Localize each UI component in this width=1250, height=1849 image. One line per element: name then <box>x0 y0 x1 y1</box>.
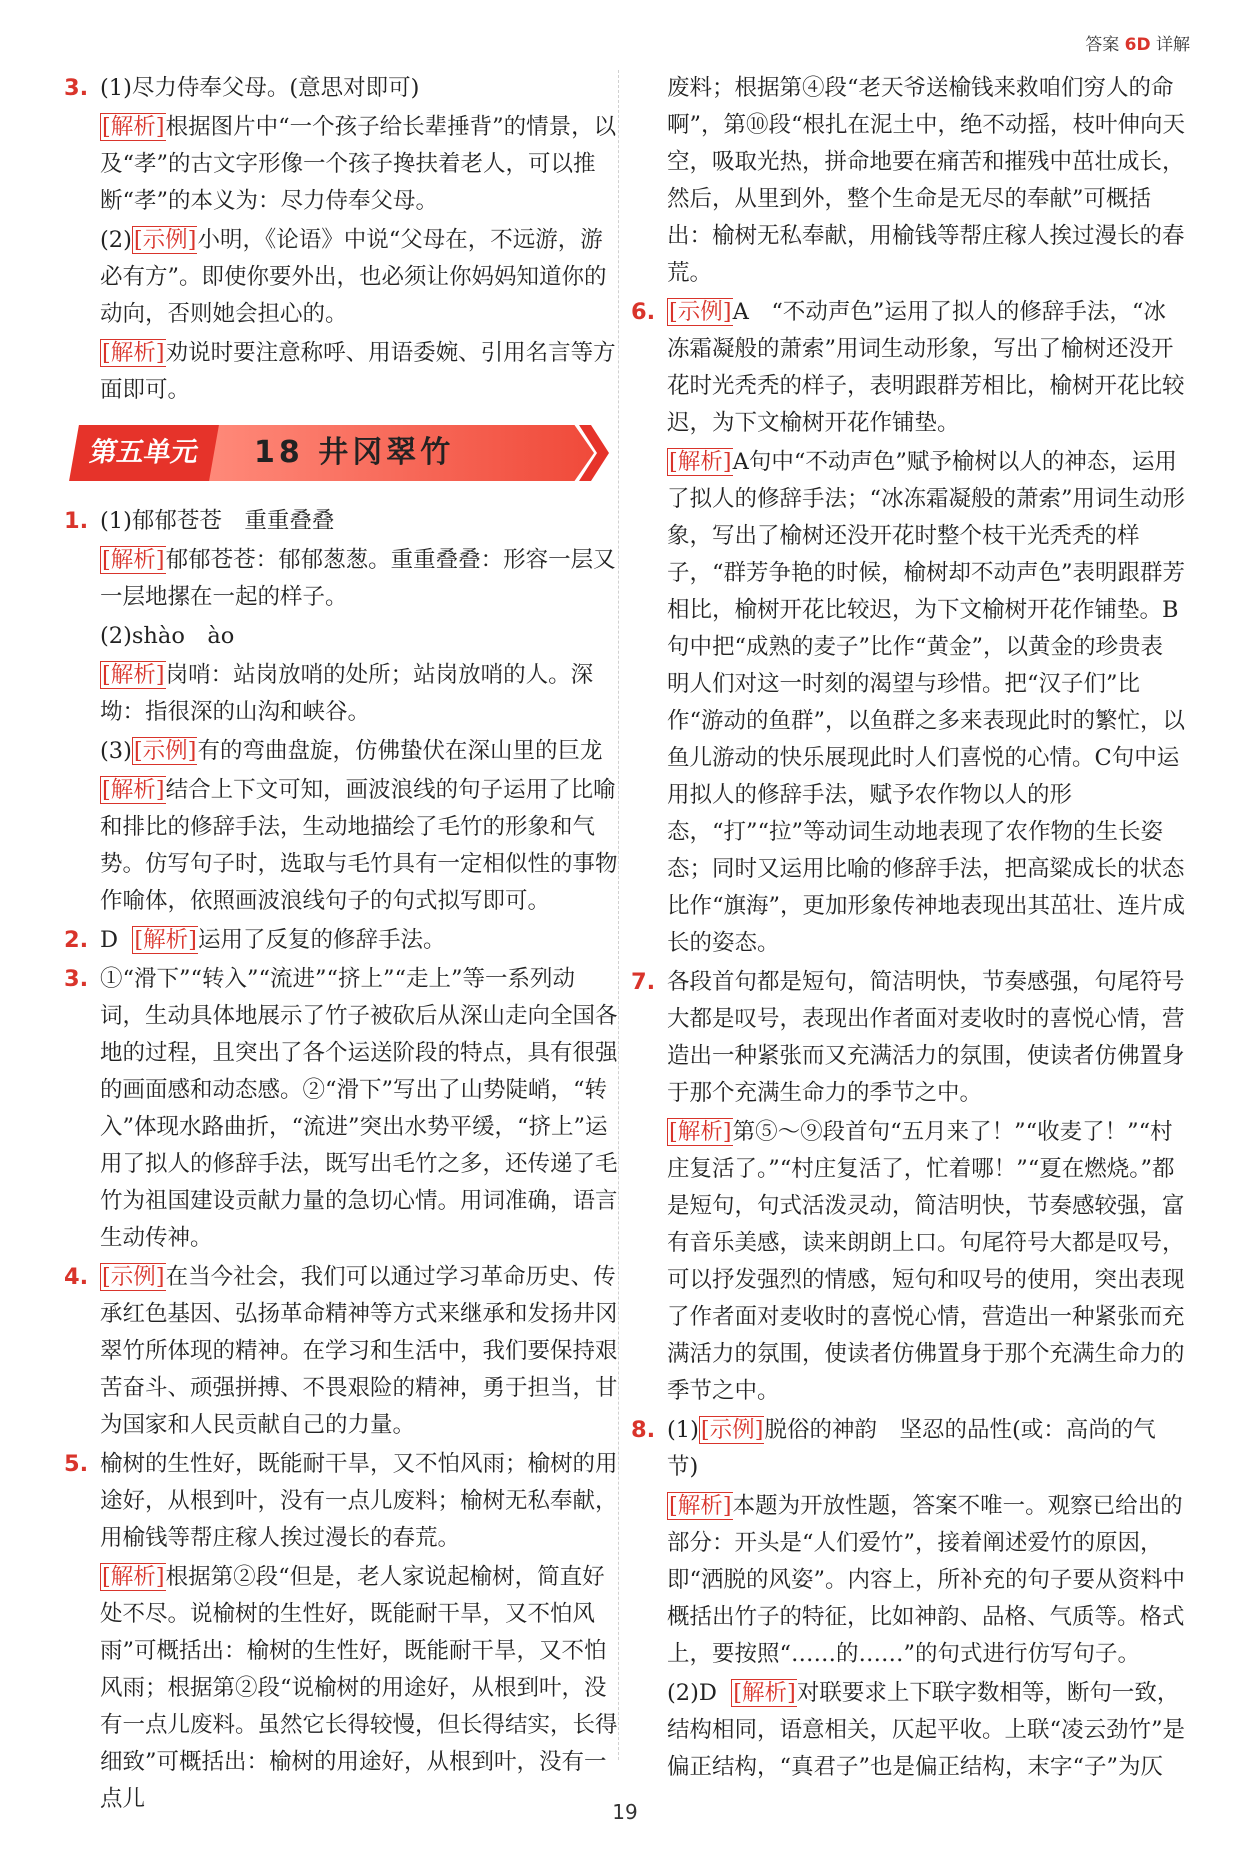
jiexi-tag: [ 解析 ] <box>731 1679 797 1707</box>
shili-tag: [ 示例 ] <box>699 1416 765 1444</box>
jiexi-tag: [ 解析 ] <box>100 546 166 574</box>
explanation-text: 根据图片中“一个孩子给长辈捶背”的情景，以及“孝”的古文字形像一个孩子搀扶着老人，可以推断“孝”的本义为：尽力侍奉父母。 <box>100 114 617 214</box>
answer-8 <box>631 1412 1185 1486</box>
explanation-text: 第⑤～⑨段首句“五月来了！”“收麦了！”“村庄复活了。”“村庄复活了，忙着哪！”“夏在燃烧。”都是短句，句式活泼灵动，简洁明快，节奏感较强，富有音乐美感，读来朗朗上口。句尾符号大都是叹号，可以抒发强烈的情感，短句和叹号的使用，突出表现了作者面对麦收时的喜悦心情，营造出一种紧张而充满活力的氛围，使读者仿佛置身于那个充满生命力的季节之中。 <box>667 1119 1185 1404</box>
question-number: 3. <box>64 75 89 101</box>
question-number: 5. <box>64 1451 89 1477</box>
jiexi-tag: [ 解析 ] <box>100 339 166 367</box>
answer-text <box>645 1675 1185 1786</box>
answer-5 <box>64 1446 618 1557</box>
answer-body: (2)D <box>667 1680 717 1706</box>
header-code: 6D <box>1124 35 1151 55</box>
right-column <box>631 70 1186 1788</box>
answer-text: 在当今社会，我们可以通过学习革命历史、传承红色基因、弘扬革命精神等方式来继承和发扬井冈翠竹所体现的精神。在学习和生活中，我们要保持艰苦奋斗、顽强拼搏、不畏艰险的精神，勇于担当，甘为国家和人民贡献自己的力量。 <box>100 1264 618 1438</box>
shili-tag: [ 示例 ] <box>100 1263 166 1291</box>
explanation <box>78 109 618 220</box>
answer-text: (1)尽力侍奉父母。(意思对即可) <box>100 75 420 101</box>
jiexi-tag: [ 解析 ] <box>100 1563 166 1591</box>
lesson-number: 18 <box>254 435 304 470</box>
answer-4 <box>64 1259 618 1444</box>
header-label: 答案 <box>1085 35 1120 55</box>
explanation-text: 结合上下文可知，画波浪线的句子运用了比喻和排比的修辞手法，生动地描绘了毛竹的形象和气势。仿写句子时，选取与毛竹具有一定相似性的事物作喻体，依照画波浪线句子的句式拟写即可。 <box>100 777 618 914</box>
answer-7 <box>631 964 1185 1112</box>
page-header <box>1085 30 1190 55</box>
jiexi-tag: [ 解析 ] <box>667 1118 733 1146</box>
answer-body: 有的弯曲盘旋，仿佛蛰伏在深山里的巨龙 <box>197 738 603 764</box>
question-number: 2. <box>64 927 89 953</box>
question-number: 8. <box>631 1417 656 1443</box>
jiexi-tag: [ 解析 ] <box>100 661 166 689</box>
jiexi-tag: [ 解析 ] <box>100 113 166 141</box>
answer-text: 榆树的生性好，既能耐干旱，又不怕风雨；榆树的用途好，从根到叶，没有一点儿废料；榆树无私奉献，用榆钱等帮庄稼人挨过漫长的春荒。 <box>100 1451 618 1551</box>
answer-text <box>78 222 618 333</box>
explanation-text: 劝说时要注意称呼、用语委婉、引用名言等方面即可。 <box>100 340 616 403</box>
question-number: 3. <box>64 966 89 992</box>
explanation-text: 岗哨：站岗放哨的处所；站岗放哨的人。深坳：指很深的山沟和峡谷。 <box>100 662 594 725</box>
explanation <box>645 444 1185 962</box>
explanation <box>78 1559 618 1818</box>
lesson-name: 井冈翠竹 <box>318 435 455 470</box>
question-number: 1. <box>64 508 89 534</box>
jiexi-tag: [ 解析 ] <box>132 926 198 954</box>
question-number: 7. <box>631 969 656 995</box>
explanation-text: 本题为开放性题，答案不唯一。观察已给出的部分：开头是“人们爱竹”，接着阐述爱竹的原因，即“洒脱的风姿”。内容上，所补充的句子要从资料中概括出竹子的特征，比如神韵、品格、气质等。格式上，要按照“……的……”的句式进行仿写句子。 <box>667 1493 1186 1667</box>
explanation-text: A句中“不动声色”赋予榆树以人的神态，运用了拟人的修辞手法；“冰冻霜凝般的萧索”用词生动形象，写出了榆树还没开花时整个枝干光秃秃的样子，“群芳争艳的时候，榆树却不动声色”表明跟群芳相比，榆树开花比较迟，为下文榆树开花作铺垫。B句中把“成熟的麦子”比作“黄金”，以黄金的珍贵表明人们对这一时刻的渴望与珍惜。把“汉子们”比作“游动的鱼群”，以鱼群之多来表现此时的繁忙，以鱼儿游动的快乐展现此时人们喜悦的心情。C句中运用拟人的修辞手法，赋予农作物以人的形态，“打”“拉”等动词生动地表现了农作物的生长姿态；同时又运用比喻的修辞手法，把高粱成长的状态比作“旗海”，更加形象传神地表现出其茁壮、连片成长的姿态。 <box>667 449 1186 956</box>
answer-3b <box>64 961 618 1257</box>
explanation-text: 根据第②段“但是，老人家说起榆树，简直好处不尽。说榆树的生性好，既能耐干旱，又不怕风雨”可概括出：榆树的生性好，既能耐干旱，又不怕风雨；根据第②段“说榆树的用途好，从根到叶，没有一点儿废料。虽然它长得较慢，但长得结实，长得细致”可概括出：榆树的用途好，从根到叶，没有一点儿 <box>100 1564 618 1812</box>
answer-text: ①“滑下”“转入”“流进”“挤上”“走上”等一系列动词，生动具体地展示了竹子被砍后从深山走向全国各地的过程，且突出了各个运送阶段的特点，具有很强的画面感和动态感。②“滑下”写出了山势陡峭，“转入”体现水路曲折，“流进”突出水势平缓，“挤上”运用了拟人的修辞手法，既写出毛竹之多，还传递了毛竹为祖国建设贡献力量的急切心情。用词准确，语言生动传神。 <box>100 966 618 1251</box>
explanation <box>78 335 618 409</box>
explanation <box>645 1488 1185 1673</box>
shili-tag: [ 示例 ] <box>132 737 198 765</box>
explanation <box>78 657 618 731</box>
question-number: 6. <box>631 299 656 325</box>
explanation <box>78 542 618 616</box>
jiexi-tag: [ 解析 ] <box>667 448 733 476</box>
answer-2 <box>64 922 618 959</box>
jiexi-tag: [ 解析 ] <box>667 1492 733 1520</box>
explanation-text: 郁郁苍苍：郁郁葱葱。重重叠叠：形容一层又一层地摞在一起的样子。 <box>100 547 616 610</box>
header-suffix: 详解 <box>1156 35 1190 55</box>
answer-text: 各段首句都是短句，简洁明快，节奏感强，句尾符号大都是叹号，表现出作者面对麦收时的喜悦心情，营造出一种紧张而又充满活力的氛围，使读者仿佛置身于那个充满生命力的季节之中。 <box>667 969 1185 1106</box>
answer-text: A “不动声色”运用了拟人的修辞手法，“冰冻霜凝般的萧索”用词生动形象，写出了榆树还没开花时光秃秃的样子，表明跟群芳相比，榆树开花比较迟，为下文榆树开花作铺垫。 <box>667 299 1185 436</box>
answer-1 <box>64 503 618 540</box>
answer-text: (2)shào ào <box>100 623 235 649</box>
shili-tag: [ 示例 ] <box>667 298 733 326</box>
unit-label: 第五单元 <box>69 425 219 481</box>
explanation-text: 运用了反复的修辞手法。 <box>197 927 446 953</box>
answer-body: 小明，《论语》中说“父母在，不远游，游必有方”。即使你要外出，也必须让你妈妈知道你的动向，否则她会担心的。 <box>100 227 607 327</box>
column-divider <box>618 70 619 1760</box>
explanation-text: 对联要求上下联字数相等，断句一致，结构相同，语意相关，仄起平收。上联“凌云劲竹”是偏正结构，“真君子”也是偏正结构，末字“子”为仄 <box>667 1680 1186 1780</box>
answer-text: 脱俗的神韵 坚忍的品性(或：高尚的气节) <box>667 1417 1156 1480</box>
answer-text: (1)郁郁苍苍 重重叠叠 <box>100 508 335 534</box>
shili-tag: [ 示例 ] <box>132 226 198 254</box>
explanation <box>78 772 618 920</box>
question-number: 4. <box>64 1264 89 1290</box>
lesson-title <box>254 425 454 481</box>
explanation-continued: 废料；根据第④段“老天爷送榆钱来救咱们穷人的命啊”，第⑩段“根扎在泥土中，绝不动摇，枝叶伸向天空，吸取光热，拼命地要在痛苦和摧残中茁壮成长，然后，从里到外，整个生命是无尽的奉献”可概括出：榆树无私奉献，用榆钱等帮庄稼人挨过漫长的春荒。 <box>667 75 1186 286</box>
answer-text <box>78 733 618 770</box>
sub-number: (1) <box>667 1417 699 1443</box>
page-number: 19 <box>612 1800 638 1824</box>
sub-number: (3) <box>100 738 132 764</box>
lesson-banner <box>74 419 619 489</box>
answer-6 <box>631 294 1185 442</box>
explanation <box>645 1114 1185 1410</box>
left-column <box>64 70 618 1820</box>
jiexi-tag: [ 解析 ] <box>100 776 166 804</box>
answer-text: D <box>100 927 119 953</box>
sub-number: (2) <box>100 227 132 253</box>
answer-3 <box>64 70 618 107</box>
